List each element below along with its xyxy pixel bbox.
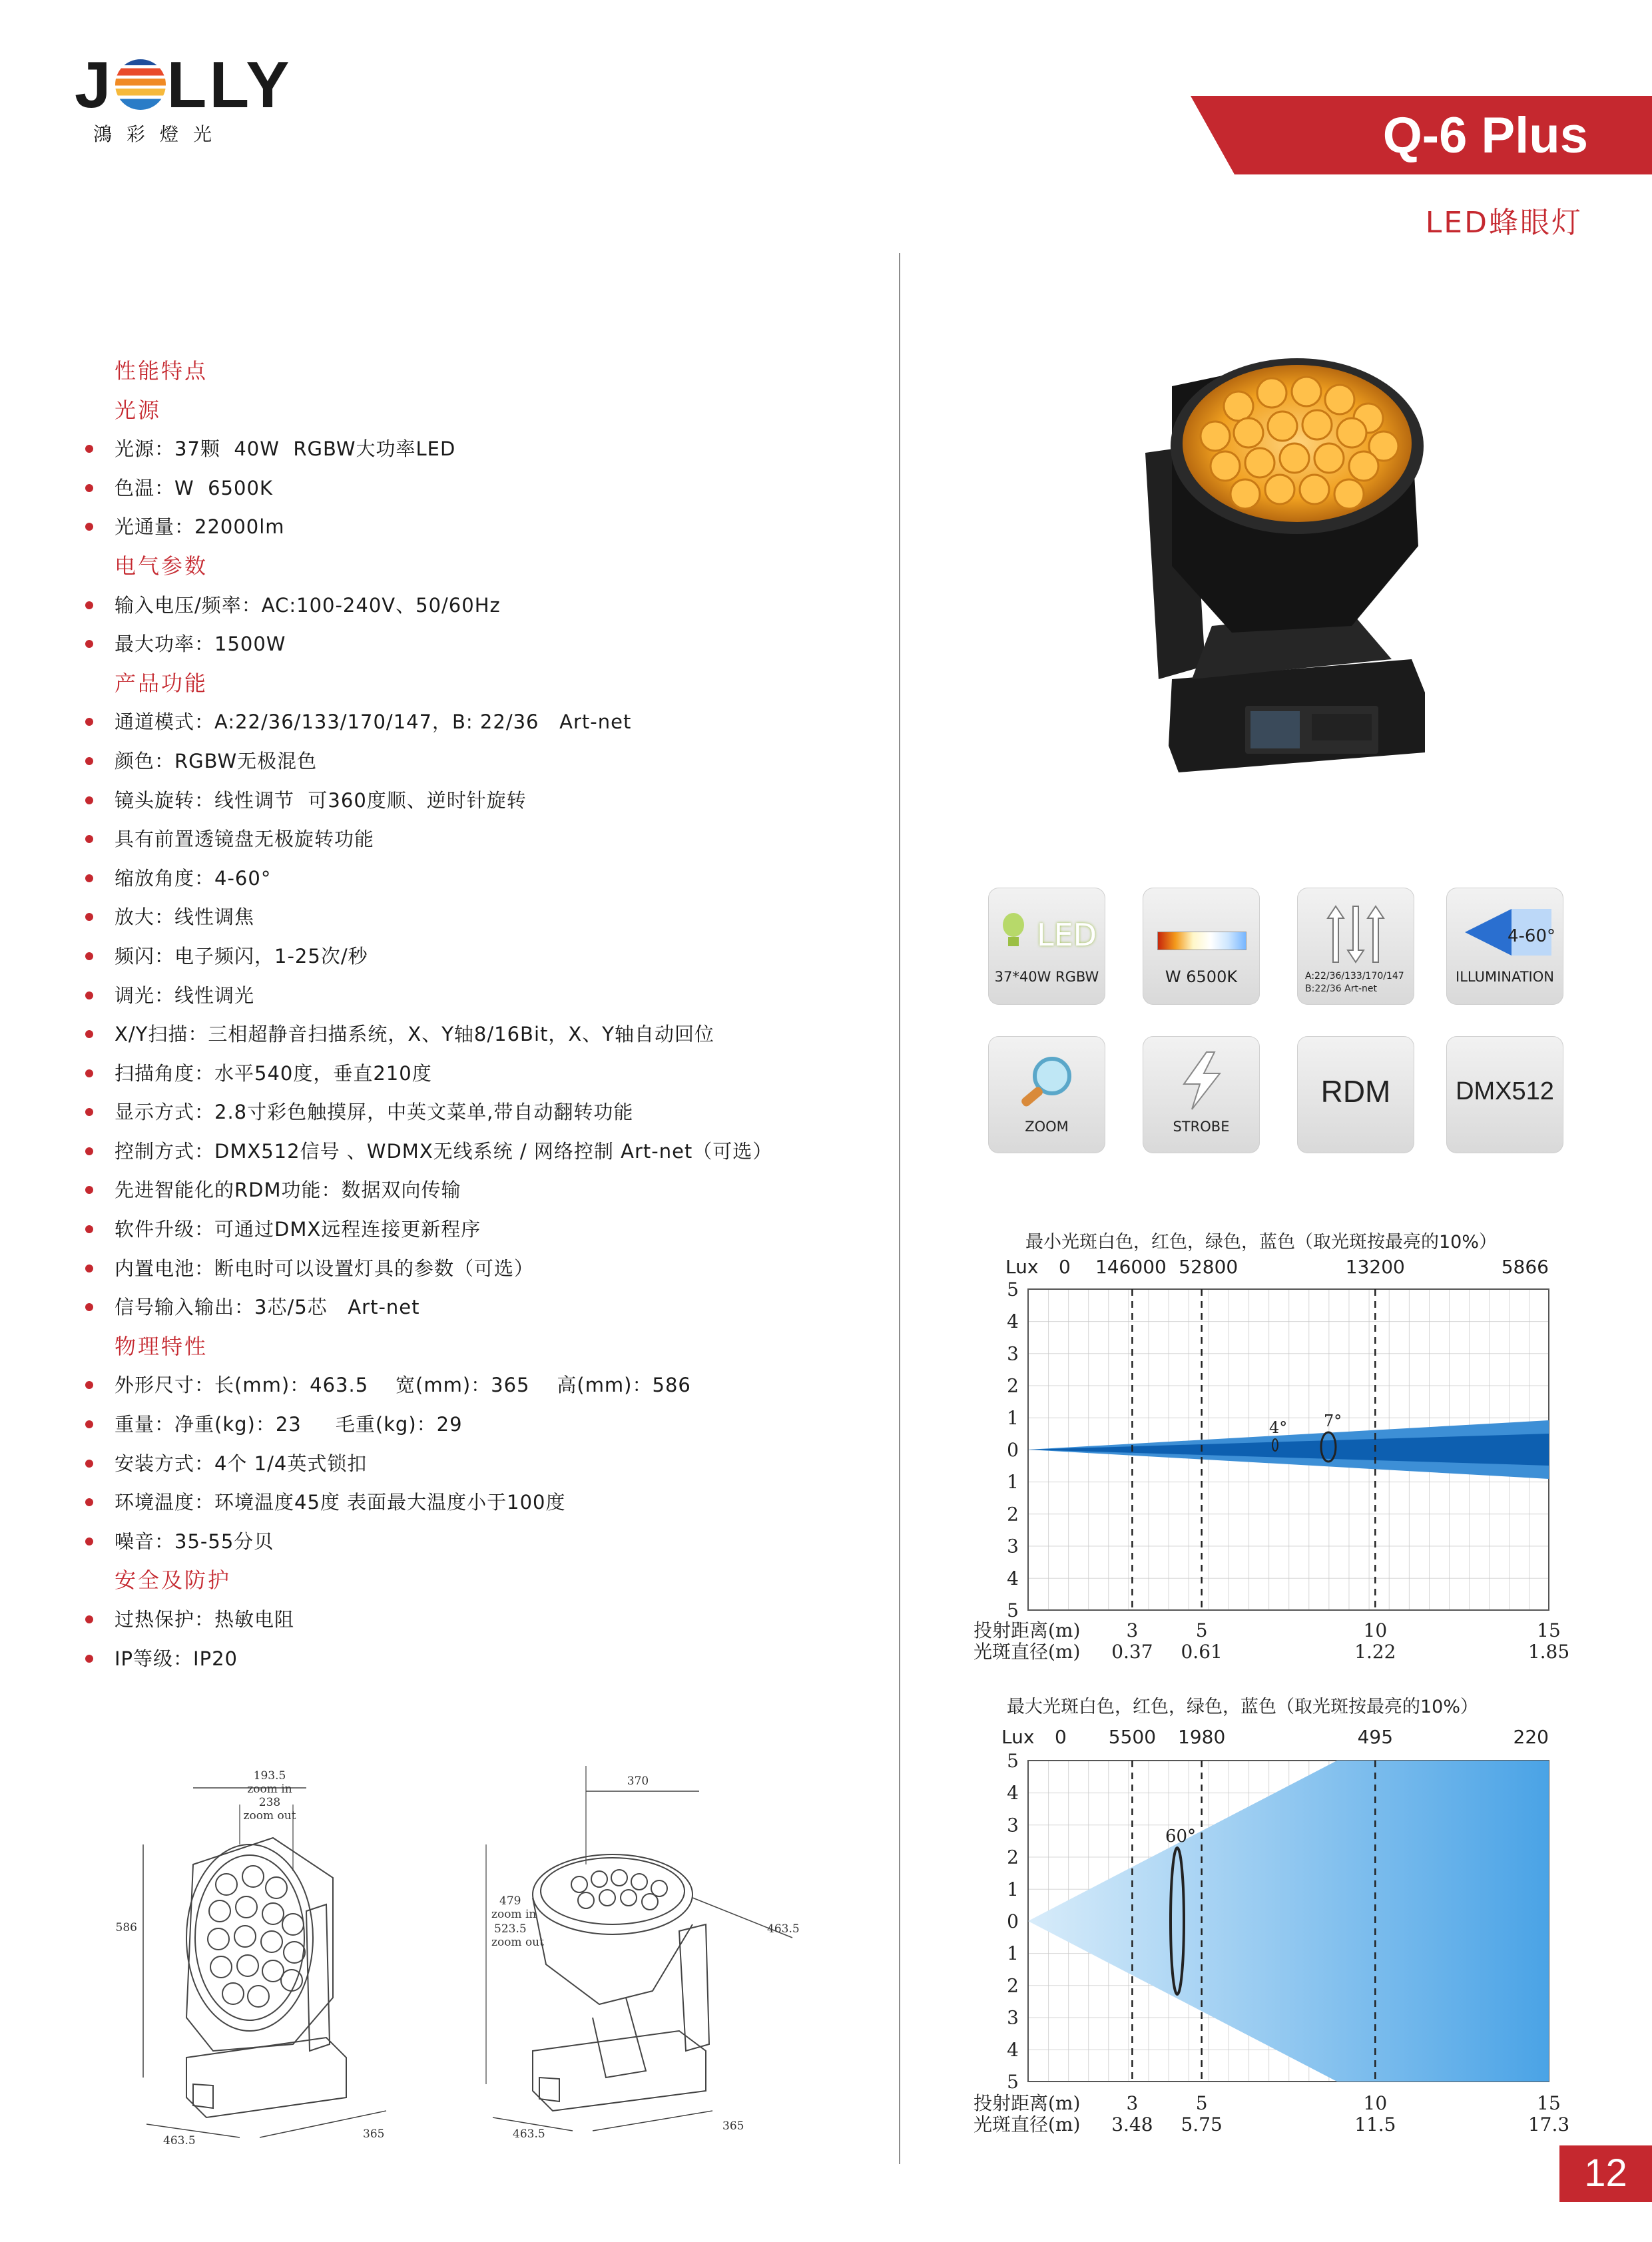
feature-text: 控制方式：DMX512信号 、WDMX无线系统 / 网络控制 Art-net（可选） — [115, 1139, 773, 1163]
feature-text: 产品功能 — [115, 670, 208, 696]
chart1-xlabel: 投射距离(m) — [973, 1619, 1081, 1641]
feature-text: 先进智能化的RDM功能：数据双向传输 — [115, 1179, 461, 1202]
brand-logo — [75, 48, 292, 121]
color-temp-label: W 6500K — [1165, 968, 1238, 986]
c2-lux-value: 1980 — [1178, 1726, 1226, 1748]
chart1-title: 最小光斑白色，红色，绿色，蓝色（取光斑按最亮的10%） — [1025, 1232, 1498, 1253]
c2-y-tick: 1 — [1007, 1878, 1019, 1900]
feature-text: 最大功率：1500W — [115, 633, 286, 656]
zoom-label: ZOOM — [1025, 1119, 1069, 1135]
bullet-icon — [85, 1460, 93, 1468]
c2-x-tick: 15 — [1537, 2092, 1561, 2114]
feature-section-heading — [115, 1327, 880, 1366]
side-dim-depth: 463.5 — [513, 2127, 545, 2141]
c2-x-tick: 5 — [1195, 2092, 1208, 2114]
feature-text: 扫描角度：水平540度，垂直210度 — [115, 1061, 432, 1085]
bullet-icon — [85, 991, 93, 999]
c1-y-tick: 4 — [1007, 1567, 1019, 1589]
max-beam-chart — [959, 1691, 1571, 2144]
bullet-icon — [85, 874, 93, 882]
feature-text: IP等级：IP20 — [115, 1647, 238, 1670]
side-dim-width: 365 — [722, 2119, 744, 2133]
c2-y-tick: 2 — [1007, 1974, 1019, 1997]
c1-lux-value: 13200 — [1345, 1256, 1405, 1278]
feature-item — [115, 976, 880, 1015]
channels-line2: B:22/36 Art-net — [1305, 983, 1377, 994]
channels-line1: A:22/36/133/170/147 — [1305, 971, 1404, 981]
feature-text: 放大：线性调焦 — [115, 906, 255, 929]
chart1-lux-label: Lux — [1005, 1256, 1039, 1278]
c2-lux-value: 220 — [1513, 1726, 1549, 1748]
bullet-icon — [85, 1069, 93, 1077]
channels-text — [1305, 970, 1404, 995]
c1-lux-value: 146000 — [1095, 1256, 1167, 1278]
c2-x-tick: 3 — [1126, 2092, 1139, 2114]
c2-y-tick: 5 — [1007, 2071, 1019, 2093]
feature-text: 安装方式：4个 1/4英式锁扣 — [115, 1452, 368, 1475]
front-dimension-drawing — [107, 1765, 400, 2151]
bullet-icon — [85, 1498, 93, 1506]
illumination-angle: 4-60° — [1507, 926, 1555, 946]
min-beam-chart — [959, 1225, 1571, 1671]
c2-diameter: 5.75 — [1181, 2113, 1223, 2135]
c1-y-tick: 1 — [1007, 1406, 1019, 1429]
feature-item — [115, 1249, 880, 1288]
bullet-icon — [85, 601, 93, 609]
logo-letter-j: J — [75, 48, 114, 121]
logo-sun-o — [115, 59, 166, 110]
dmx-tile — [1446, 1036, 1563, 1153]
bullet-icon — [85, 1538, 93, 1545]
chart2-xlabel: 投射距离(m) — [973, 2092, 1081, 2114]
chart1-angle-4: 4° — [1269, 1418, 1288, 1437]
side-dim-463: 463.5 — [767, 1922, 800, 1936]
c2-diameter: 3.48 — [1111, 2113, 1153, 2135]
feature-text: 环境温度：环境温度45度 表面最大温度小于100度 — [115, 1491, 566, 1514]
c1-y-tick: 2 — [1007, 1374, 1019, 1397]
dmx-label: DMX512 — [1456, 1077, 1554, 1105]
feature-text: 光源：37颗 40W RGBW大功率LED — [115, 437, 456, 461]
feature-item — [115, 1054, 880, 1093]
feature-item — [115, 625, 880, 664]
color-temp-tile — [1143, 888, 1260, 1005]
bullet-icon — [85, 835, 93, 843]
side-dim-479: 479 — [499, 1894, 521, 1908]
bullet-icon — [85, 1147, 93, 1155]
chart2-lux-label: Lux — [1001, 1726, 1035, 1748]
c1-y-tick: 5 — [1007, 1599, 1019, 1621]
c2-lux-value: 5500 — [1108, 1726, 1157, 1748]
feature-item — [115, 937, 880, 976]
c1-x-tick: 10 — [1363, 1619, 1388, 1641]
feature-text: 噪音：35-55分贝 — [115, 1530, 274, 1553]
c1-x-tick: 15 — [1537, 1619, 1561, 1641]
side-dimension-drawing — [479, 1765, 826, 2151]
feature-text: 频闪：电子频闪，1-25次/秒 — [115, 944, 368, 968]
feature-text: 具有前置透镜盘无极旋转功能 — [115, 828, 375, 851]
bullet-icon — [85, 718, 93, 726]
feature-item — [115, 469, 880, 508]
front-dim-width: 365 — [363, 2127, 385, 2141]
feature-text: 色温：W 6500K — [115, 476, 273, 499]
illumination-tile — [1446, 888, 1563, 1005]
c2-y-tick: 0 — [1007, 1910, 1019, 1932]
feature-item — [115, 1093, 880, 1132]
feature-text: 过热保护：热敏电阻 — [115, 1608, 295, 1631]
feature-item — [115, 1405, 880, 1444]
c1-y-tick: 1 — [1007, 1471, 1019, 1494]
feature-section-heading — [115, 547, 880, 586]
feature-item — [115, 781, 880, 820]
led-label: 37*40W RGBW — [994, 969, 1099, 985]
c1-lux-value: 0 — [1059, 1256, 1071, 1278]
c2-y-tick: 2 — [1007, 1846, 1019, 1868]
feature-text: 物理特性 — [115, 1333, 208, 1359]
feature-text: 性能特点 — [115, 358, 208, 384]
feature-text: 输入电压/频率：AC:100-240V、50/60Hz — [115, 593, 501, 617]
bullet-icon — [85, 1264, 93, 1272]
led-feature-tile — [988, 888, 1105, 1005]
c1-diameter: 1.22 — [1354, 1641, 1396, 1663]
c1-diameter: 0.37 — [1111, 1641, 1153, 1663]
feature-item — [115, 1600, 880, 1639]
c1-diameter: 0.61 — [1181, 1641, 1223, 1663]
bullet-icon — [85, 1186, 93, 1194]
bullet-icon — [85, 445, 93, 453]
feature-text: 光通量：22000lm — [115, 515, 285, 539]
product-type: LED蜂眼灯 — [1425, 206, 1583, 240]
feature-text: 调光：线性调光 — [115, 983, 255, 1007]
bullet-icon — [85, 913, 93, 921]
feature-text: 通道模式：A:22/36/133/170/147，B: 22/36 Art-net — [115, 710, 632, 734]
c2-y-tick: 3 — [1007, 2006, 1019, 2029]
bullet-icon — [85, 1420, 93, 1428]
feature-text: X/Y扫描：三相超静音扫描系统，X、Y轴8/16Bit，X、Y轴自动回位 — [115, 1023, 714, 1046]
zoom-tile — [988, 1036, 1105, 1153]
c2-lux-value: 0 — [1055, 1726, 1067, 1748]
c1-diameter: 1.85 — [1527, 1641, 1570, 1663]
chart1-diameter-label: 光斑直径(m) — [973, 1641, 1081, 1663]
c2-y-tick: 1 — [1007, 1942, 1019, 1965]
rdm-tile — [1297, 1036, 1414, 1153]
page-number: 12 — [1584, 2151, 1627, 2195]
bullet-icon — [85, 796, 93, 804]
bullet-icon — [85, 484, 93, 492]
bullet-icon — [85, 1303, 93, 1311]
bullet-icon — [85, 1381, 93, 1389]
feature-item — [115, 1366, 880, 1405]
c2-diameter: 17.3 — [1527, 2113, 1570, 2135]
feature-item — [115, 1288, 880, 1327]
side-dim-zoom-in: zoom in — [491, 1908, 537, 1921]
chart1-angle-7: 7° — [1324, 1412, 1342, 1430]
feature-text: 镜头旋转：线性调节 可360度顺、逆时针旋转 — [115, 788, 527, 812]
c2-x-tick: 10 — [1363, 2092, 1388, 2114]
c1-lux-value: 5866 — [1501, 1256, 1549, 1278]
front-dim-zoom-in: zoom in — [247, 1783, 292, 1796]
feature-item — [115, 1483, 880, 1522]
feature-text: 颜色：RGBW无极混色 — [115, 749, 318, 772]
feature-text: 缩放角度：4-60° — [115, 866, 272, 890]
bullet-icon — [85, 1108, 93, 1116]
c2-lux-value: 495 — [1357, 1726, 1394, 1748]
color-temperature-gradient-icon — [1157, 932, 1246, 950]
c1-x-tick: 3 — [1126, 1619, 1139, 1641]
feature-item — [115, 1171, 880, 1210]
side-dim-zoom-out: zoom out — [491, 1936, 544, 1949]
feature-item — [115, 1210, 880, 1249]
feature-item — [115, 859, 880, 898]
feature-text: 外形尺寸：长(mm)：463.5 宽(mm)：365 高(mm)：586 — [115, 1374, 691, 1397]
feature-item — [115, 702, 880, 742]
feature-section-heading — [115, 1561, 880, 1600]
feature-item — [115, 1522, 880, 1561]
bullet-icon — [85, 523, 93, 531]
c2-y-tick: 4 — [1007, 2038, 1019, 2061]
bullet-icon — [85, 952, 93, 960]
feature-item — [115, 1444, 880, 1484]
feature-item — [115, 1015, 880, 1054]
feature-section-heading — [115, 664, 880, 703]
feature-item — [115, 1639, 880, 1679]
feature-text: 电气参数 — [115, 553, 208, 579]
column-divider — [899, 253, 900, 2164]
front-dim-height: 586 — [115, 1921, 137, 1934]
feature-text: 信号输入输出：3芯/5芯 Art-net — [115, 1296, 420, 1319]
feature-text: 内置电池：断电时可以设置灯具的参数（可选） — [115, 1257, 535, 1280]
feature-item — [115, 898, 880, 937]
channel-arrows-icon — [1322, 904, 1389, 965]
led-title: LED — [1036, 917, 1097, 953]
c1-x-tick: 5 — [1195, 1619, 1208, 1641]
brand-chinese-name: 鴻彩燈光 — [93, 123, 227, 145]
chart2-title: 最大光斑白色，红色，绿色，蓝色（取光斑按最亮的10%） — [1007, 1697, 1479, 1717]
product-name: Q-6 Plus — [1382, 107, 1588, 164]
feature-item — [115, 507, 880, 547]
c1-lux-value: 52800 — [1179, 1256, 1239, 1278]
feature-item — [115, 429, 880, 469]
feature-text: 软件升级：可通过DMX远程连接更新程序 — [115, 1218, 481, 1241]
feature-item — [115, 742, 880, 781]
side-dim-523: 523.5 — [494, 1922, 527, 1936]
bullet-icon — [85, 1030, 93, 1038]
strobe-tile — [1143, 1036, 1260, 1153]
side-dim-370: 370 — [627, 1775, 649, 1788]
logo-letters-lly: LLY — [166, 48, 292, 121]
c1-y-tick: 3 — [1007, 1535, 1019, 1557]
channels-tile — [1297, 888, 1414, 1005]
feature-section-heading — [115, 352, 880, 391]
c1-y-tick: 0 — [1007, 1439, 1019, 1461]
c1-y-tick: 2 — [1007, 1503, 1019, 1526]
front-dim-zoom-out: zoom out — [243, 1809, 296, 1822]
chart2-diameter-label: 光斑直径(m) — [973, 2113, 1081, 2135]
feature-section-heading — [115, 391, 880, 430]
strobe-label: STROBE — [1173, 1119, 1230, 1135]
bullet-icon — [85, 1615, 93, 1623]
feature-text: 显示方式：2.8寸彩色触摸屏，中英文菜单,带自动翻转功能 — [115, 1101, 634, 1124]
c2-y-tick: 4 — [1007, 1782, 1019, 1805]
illumination-label: ILLUMINATION — [1456, 969, 1554, 985]
feature-list — [115, 352, 880, 1678]
product-photo — [1132, 346, 1452, 779]
c2-y-tick: 3 — [1007, 1814, 1019, 1836]
front-dim-depth: 463.5 — [163, 2134, 196, 2147]
rdm-label: RDM — [1320, 1074, 1391, 1109]
front-dim-193: 193.5 — [253, 1769, 286, 1783]
chart2-angle-60: 60° — [1165, 1826, 1197, 1846]
c1-y-tick: 3 — [1007, 1342, 1019, 1365]
front-dim-238: 238 — [258, 1796, 281, 1809]
bullet-icon — [85, 1225, 93, 1233]
c2-diameter: 11.5 — [1354, 2113, 1396, 2135]
c1-y-tick: 5 — [1007, 1278, 1019, 1300]
bullet-icon — [85, 640, 93, 648]
magnifier-icon — [1017, 1052, 1077, 1112]
feature-text: 重量：净重(kg)：23 毛重(kg)：29 — [115, 1413, 463, 1436]
feature-item — [115, 820, 880, 859]
lightning-icon — [1177, 1051, 1227, 1111]
feature-text: 光源 — [115, 397, 162, 423]
bullet-icon — [85, 757, 93, 765]
c1-y-tick: 4 — [1007, 1310, 1019, 1333]
feature-item — [115, 586, 880, 625]
feature-item — [115, 1132, 880, 1171]
feature-text: 安全及防护 — [115, 1567, 232, 1593]
bullet-icon — [85, 1655, 93, 1663]
c2-y-tick: 5 — [1007, 1750, 1019, 1772]
